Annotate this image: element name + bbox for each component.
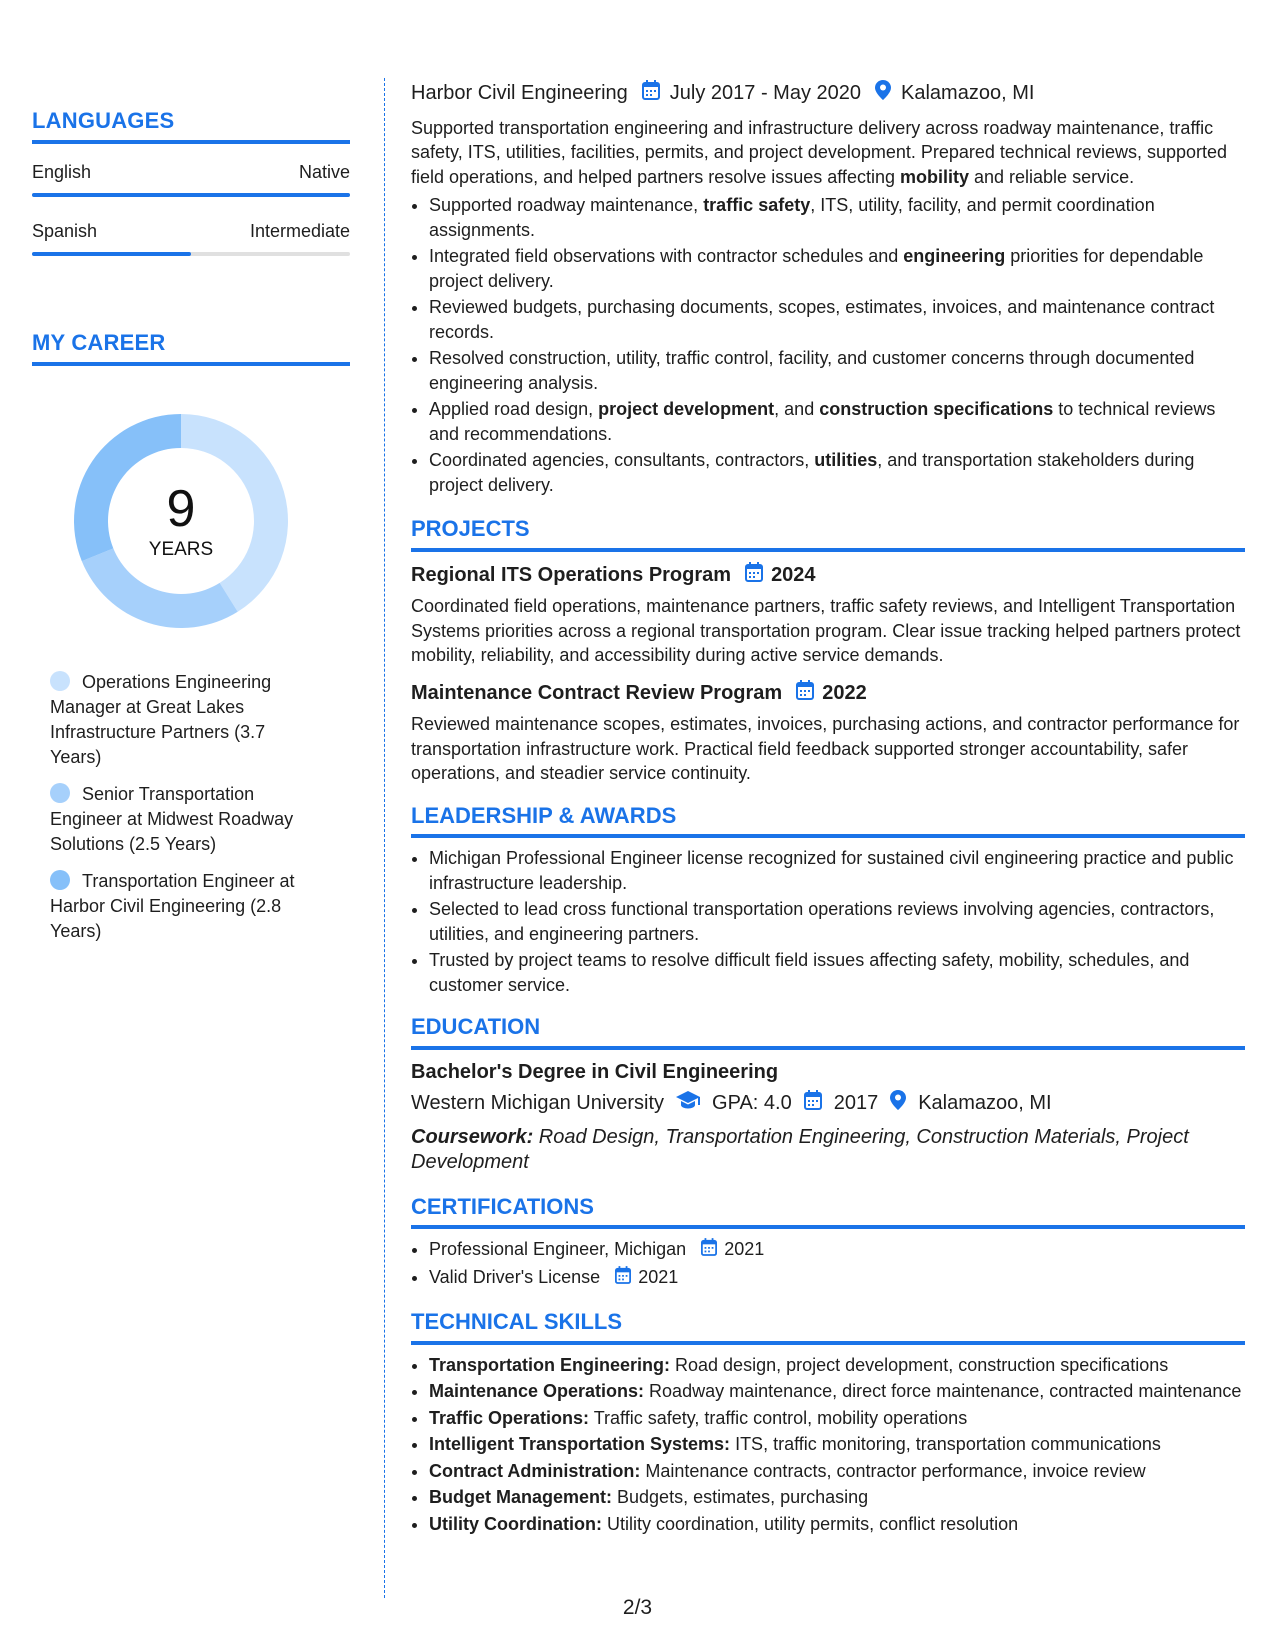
certification-year: 2021 <box>724 1239 765 1259</box>
certifications-heading: CERTIFICATIONS <box>411 1195 1245 1230</box>
project-year: 2024 <box>771 563 816 586</box>
list-item: • Selected to lead cross functional transportation operations reviews involving agencies, contractors, utilities, and engineering partners. <box>429 897 1245 946</box>
list-item <box>429 1237 1245 1263</box>
left-column <box>32 108 350 956</box>
project-item <box>411 680 1245 786</box>
language-bar <box>32 193 350 197</box>
legend-item: Senior Transportation Engineer at Midwest Roadway Solutions (2.5 Years) <box>50 784 294 854</box>
page-number: 2/3 <box>622 1596 653 1619</box>
list-item: • Trusted by project teams to resolve difficult field issues affecting safety, mobility, schedules, and customer service. <box>429 948 1245 997</box>
list-item: • Traffic Operations: Traffic safety, traffic control, mobility operations <box>429 1406 1245 1431</box>
list-item: • Intelligent Transportation Systems: ITS, traffic monitoring, transportation communications <box>429 1432 1245 1457</box>
skills-list <box>411 1353 1245 1537</box>
education-degree: Bachelor's Degree in Civil Engineering <box>411 1060 779 1083</box>
career-donut <box>66 406 296 636</box>
list-item: • Michigan Professional Engineer license recognized for sustained civil engineering practice and public infrastructure leadership. <box>429 846 1245 895</box>
project-description: Reviewed maintenance scopes, estimates, invoices, purchasing actions, and contractor performance for transportation infrastructure work. Practical field feedback supported stronger accountability, safer operations, and steadier service continuity. <box>411 714 1240 783</box>
calendar-icon <box>615 1266 631 1291</box>
certification-year: 2021 <box>638 1266 679 1287</box>
leadership-list <box>411 846 1245 997</box>
job-company: Harbor Civil Engineering <box>411 82 628 104</box>
skills-heading: TECHNICAL SKILLS <box>411 1310 1245 1345</box>
career-total-label: YEARS <box>148 539 214 560</box>
right-column <box>411 80 1245 1538</box>
education-year: 2017 <box>833 1092 879 1114</box>
calendar-icon <box>796 680 814 707</box>
job-location: Kalamazoo, MI <box>901 82 1035 104</box>
certification-name: Professional Engineer, Michigan <box>429 1239 687 1259</box>
education-location: Kalamazoo, MI <box>918 1092 1052 1114</box>
list-item: • Reviewed budgets, purchasing documents, scopes, estimates, invoices, and maintenance contract records. <box>429 295 1245 344</box>
legend-dot <box>50 783 70 803</box>
project-item <box>411 562 1245 668</box>
calendar-icon <box>804 1090 822 1117</box>
education-details <box>411 1090 1245 1117</box>
projects-heading: PROJECTS <box>411 517 1245 552</box>
career-heading: MY CAREER <box>32 330 350 366</box>
list-item: • Budget Management: Budgets, estimates, purchasing <box>429 1485 1245 1510</box>
list-item: • Contract Administration: Maintenance contracts, contractor performance, invoice review <box>429 1459 1245 1484</box>
list-item: • Supported roadway maintenance, traffic safety, ITS, utility, facility, and permit coordination assignments. <box>429 193 1245 242</box>
project-title: Maintenance Contract Review Program <box>411 681 783 704</box>
legend-dot <box>50 671 70 691</box>
job-header <box>411 80 1245 107</box>
language-bar-fill <box>32 252 191 256</box>
legend-item: Transportation Engineer at Harbor Civil Engineering (2.8 Years) <box>50 871 295 941</box>
list-item: • Coordinated agencies, consultants, contractors, utilities, and transportation stakeholders during project delivery. <box>429 448 1245 497</box>
project-year: 2022 <box>822 681 867 704</box>
language-english <box>32 162 350 197</box>
project-title: Regional ITS Operations Program <box>411 563 732 586</box>
list-item: • Maintenance Operations: Roadway maintenance, direct force maintenance, contracted maintenance <box>429 1379 1245 1404</box>
project-description: Coordinated field operations, maintenance partners, traffic safety reviews, and Intelligent Transportation Systems priorities across a regional transportation program. Clear issue tracking helped partners protect mobility, reliability, and accessibility during active service demands. <box>411 596 1241 665</box>
language-bar-fill <box>32 193 350 197</box>
list-item: • Applied road design, project development, and construction specifications to technical reviews and recommendations. <box>429 397 1245 446</box>
career-legend <box>50 670 320 944</box>
list-item: • Transportation Engineering: Road design, project development, construction specifications <box>429 1353 1245 1378</box>
education-school: Western Michigan University <box>411 1092 665 1114</box>
language-name: English <box>32 162 92 182</box>
legend-item: Operations Engineering Manager at Great Lakes Infrastructure Partners (3.7 Years) <box>50 672 272 767</box>
languages-heading: LANGUAGES <box>32 108 350 144</box>
certifications-list <box>411 1237 1245 1290</box>
certification-name: Valid Driver's License <box>429 1266 601 1287</box>
list-item: • Utility Coordination: Utility coordination, utility permits, conflict resolution <box>429 1512 1245 1537</box>
job-bullets <box>411 193 1245 497</box>
language-spanish <box>32 221 350 256</box>
education-coursework: Coursework: Road Design, Transportation Engineering, Construction Materials, Project Development <box>411 1125 1189 1173</box>
legend-dot <box>50 870 70 890</box>
career-total-years: 9 <box>166 480 196 538</box>
job-dates: July 2017 - May 2020 <box>669 82 862 104</box>
leadership-heading: LEADERSHIP & AWARDS <box>411 804 1245 839</box>
location-pin-icon <box>875 80 891 107</box>
calendar-icon <box>745 562 763 589</box>
list-item: • Integrated field observations with contractor schedules and engineering priorities for dependable project delivery. <box>429 244 1245 293</box>
calendar-icon <box>642 80 660 107</box>
list-item <box>429 1265 1245 1291</box>
language-level: Intermediate <box>249 221 350 241</box>
calendar-icon <box>701 1238 717 1263</box>
job-summary: Supported transportation engineering and infrastructure delivery across roadway maintenance, traffic safety, ITS, utilities, facilities, permits, and project development. Prepared technical reviews, supported field operations, and helped partners resolve issues affecting mobility and reliable service. <box>411 117 1228 187</box>
education-gpa: GPA: 4.0 <box>712 1092 792 1114</box>
education-heading: EDUCATION <box>411 1015 1245 1050</box>
list-item: • Resolved construction, utility, traffic control, facility, and customer concerns through documented engineering analysis. <box>429 346 1245 395</box>
graduation-cap-icon <box>676 1091 700 1116</box>
language-name: Spanish <box>32 221 98 241</box>
language-bar <box>32 252 350 256</box>
location-pin-icon <box>890 1090 906 1117</box>
column-divider <box>384 78 385 1598</box>
language-level: Native <box>298 162 350 182</box>
